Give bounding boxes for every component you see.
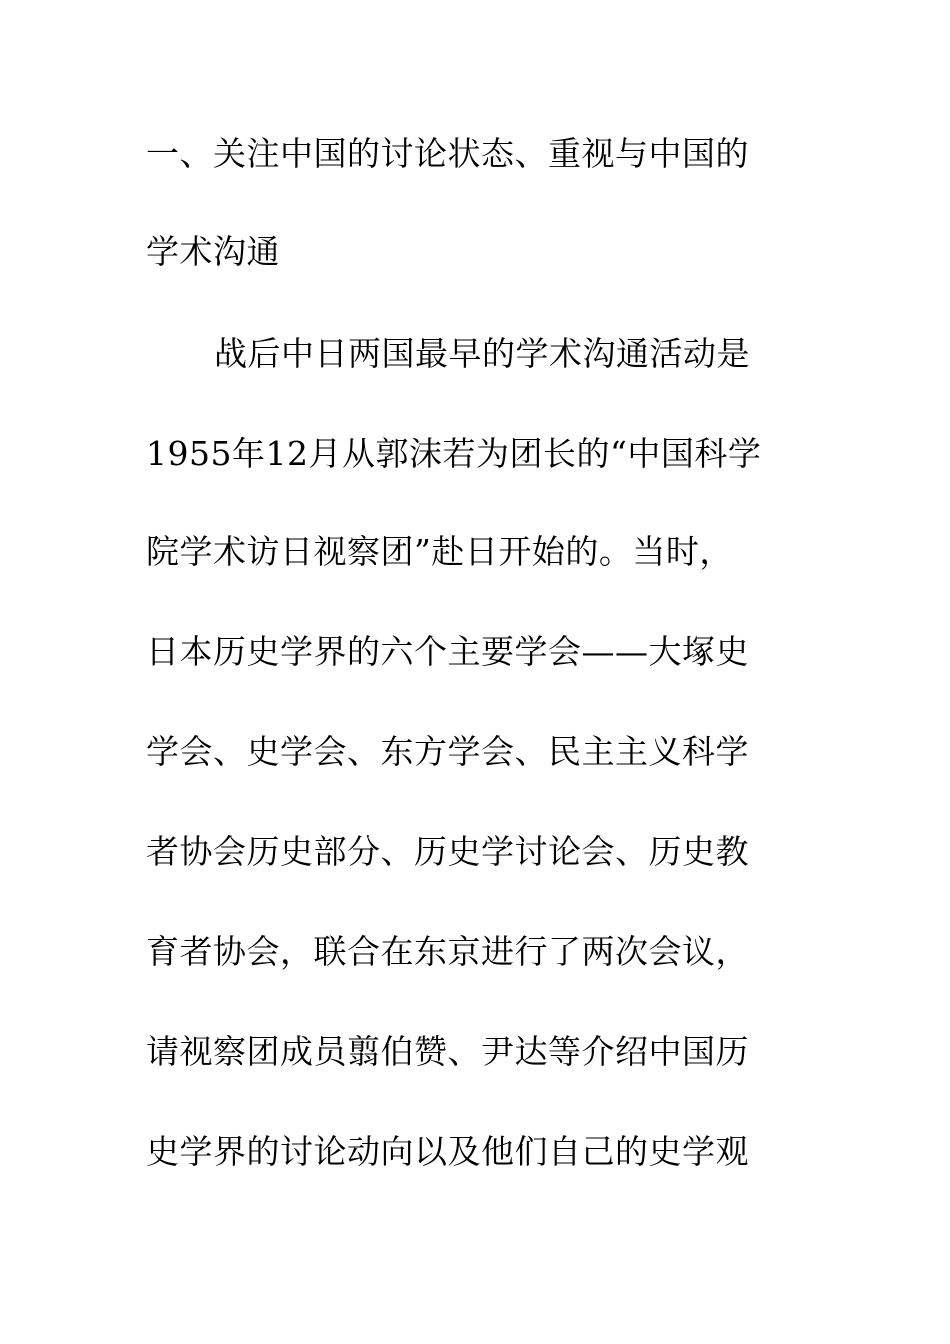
paragraph-line-6: 者协会历史部分、历史学讨论会、历史教: [146, 832, 749, 871]
paragraph-line-8: 请视察团成员翦伯赞、尹达等介绍中国历: [146, 1032, 749, 1071]
paragraph-line-4: 日本历史学界的六个主要学会——大塚史: [146, 632, 749, 671]
section-heading-line-2: 学术沟通: [146, 232, 280, 271]
paragraph-line-1: 战后中日两国最早的学术沟通活动是: [214, 334, 750, 373]
paragraph-line-3: 院学术访日视察团”赴日开始的。当时，: [146, 532, 733, 571]
paragraph-line-7: 育者协会，联合在东京进行了两次会议，: [146, 932, 749, 971]
paragraph-line-9: 史学界的讨论动向以及他们自己的史学观: [146, 1132, 749, 1171]
section-heading-line-1: 一、关注中国的讨论状态、重视与中国的: [146, 134, 749, 173]
paragraph-line-2: 1955年12月从郭沫若为团长的“中国科学: [146, 434, 762, 473]
paragraph-line-5: 学会、史学会、东方学会、民主主义科学: [146, 732, 749, 771]
